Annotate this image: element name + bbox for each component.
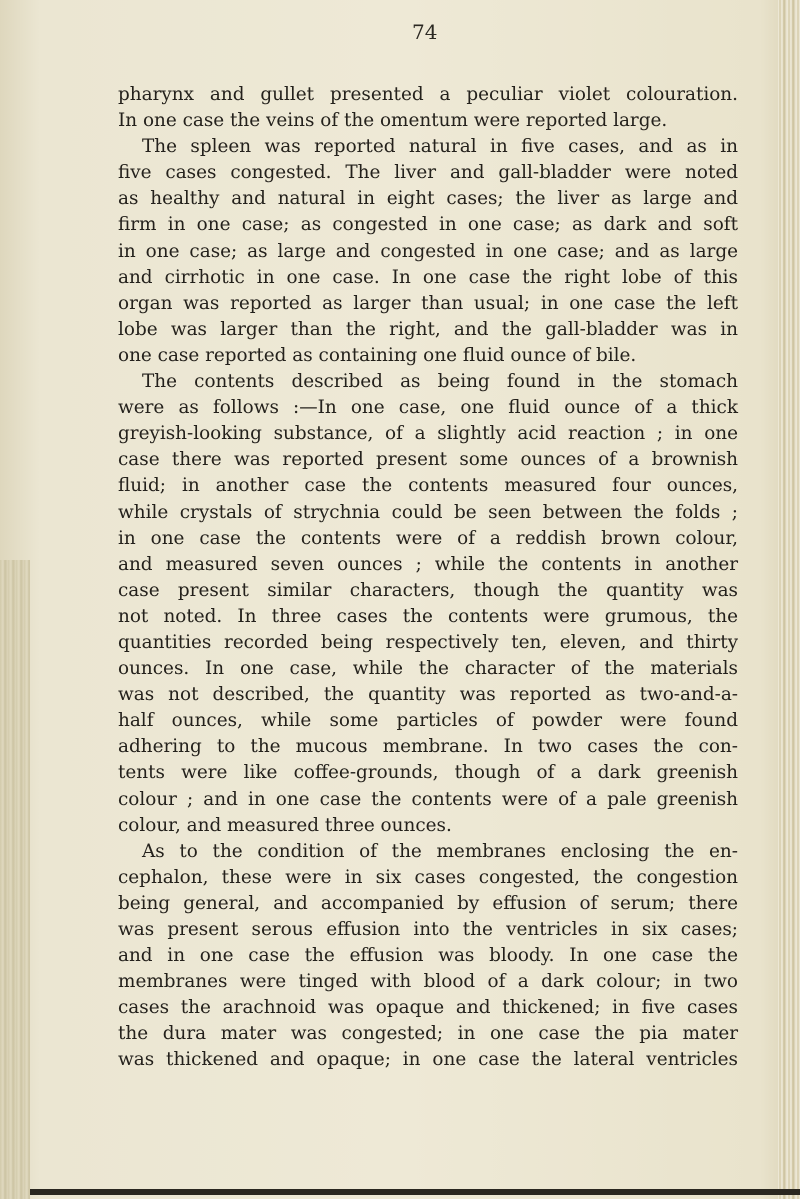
- page-gutter-shadow: [0, 560, 30, 1199]
- text-line: The spleen was reported natural in five cases, and as in: [142, 136, 738, 158]
- text-line: and in one case the effusion was bloody. In one case the: [118, 945, 738, 967]
- text-line: quantities recorded being respectively ten, eleven, and thirty: [118, 631, 738, 653]
- text-line: firm in one case; as congested in one case; as dark and soft: [118, 214, 738, 236]
- text-line: not noted. In three cases the contents were grumous, the: [118, 605, 738, 627]
- text-line: five cases congested. The liver and gall-bladder were noted: [118, 162, 738, 184]
- bottom-edge: [30, 1189, 800, 1195]
- text-line: colour ; and in one case the contents were of a pale greenish: [118, 788, 738, 810]
- text-line: fluid; in another case the contents measured four ounces,: [118, 475, 738, 497]
- text-line: half ounces, while some particles of powder were found: [118, 710, 738, 732]
- text-line: pharynx and gullet presented a peculiar violet colouration.: [118, 84, 738, 105]
- text-line: while crystals of strychnia could be seen between the folds ;: [118, 501, 738, 523]
- text-line: as healthy and natural in eight cases; the liver as large and: [118, 188, 738, 210]
- text-line: ounces. In one case, while the character of the materials: [118, 658, 738, 680]
- text-line: and measured seven ounces ; while the contents in another: [118, 553, 738, 575]
- text-line: one case reported as containing one fluid ounce of bile.: [118, 344, 637, 366]
- text-line: case there was reported present some ounces of a brownish: [118, 449, 738, 471]
- text-line: cephalon, these were in six cases congested, the congestion: [118, 866, 738, 888]
- text-line: was not described, the quantity was reported as two-and-a-: [118, 684, 738, 706]
- text-line: organ was reported as larger than usual; in one case the left: [118, 292, 738, 314]
- text-line: tents were like coffee-grounds, though of a dark greenish: [118, 762, 738, 784]
- text-line: cases the arachnoid was opaque and thickened; in five cases: [118, 997, 738, 1019]
- text-line: adhering to the mucous membrane. In two cases the con-: [118, 736, 738, 758]
- text-line: case present similar characters, though the quantity was: [118, 579, 738, 601]
- text-line: In one case the veins of the omentum were reported large.: [118, 110, 668, 132]
- text-line: As to the condition of the membranes enclosing the en-: [142, 840, 738, 862]
- text-line: membranes were tinged with blood of a dark colour; in two: [118, 971, 738, 993]
- body-text: [118, 82, 738, 1074]
- text-line: the dura mater was congested; in one case the pia mater: [118, 1023, 738, 1045]
- text-line: in one case the contents were of a reddish brown colour,: [118, 527, 738, 549]
- text-line: being general, and accompanied by effusion of serum; there: [118, 892, 738, 914]
- text-line: greyish-looking substance, of a slightly acid reaction ; in one: [118, 423, 738, 445]
- text-line: was present serous effusion into the ventricles in six cases;: [118, 919, 738, 940]
- text-line: in one case; as large and congested in one case; and as large: [118, 240, 738, 262]
- text-line: was thickened and opaque; in one case the lateral ventricles: [118, 1049, 738, 1071]
- page-number: 74: [412, 20, 438, 44]
- text-line: and cirrhotic in one case. In one case the right lobe of this: [118, 266, 738, 288]
- page-edge: [778, 0, 800, 1199]
- text-line: lobe was larger than the right, and the gall-bladder was in: [118, 318, 738, 340]
- text-line: were as follows :—In one case, one fluid ounce of a thick: [118, 397, 738, 419]
- text-line: colour, and measured three ounces.: [118, 814, 452, 836]
- text-line: The contents described as being found in the stomach: [142, 371, 738, 393]
